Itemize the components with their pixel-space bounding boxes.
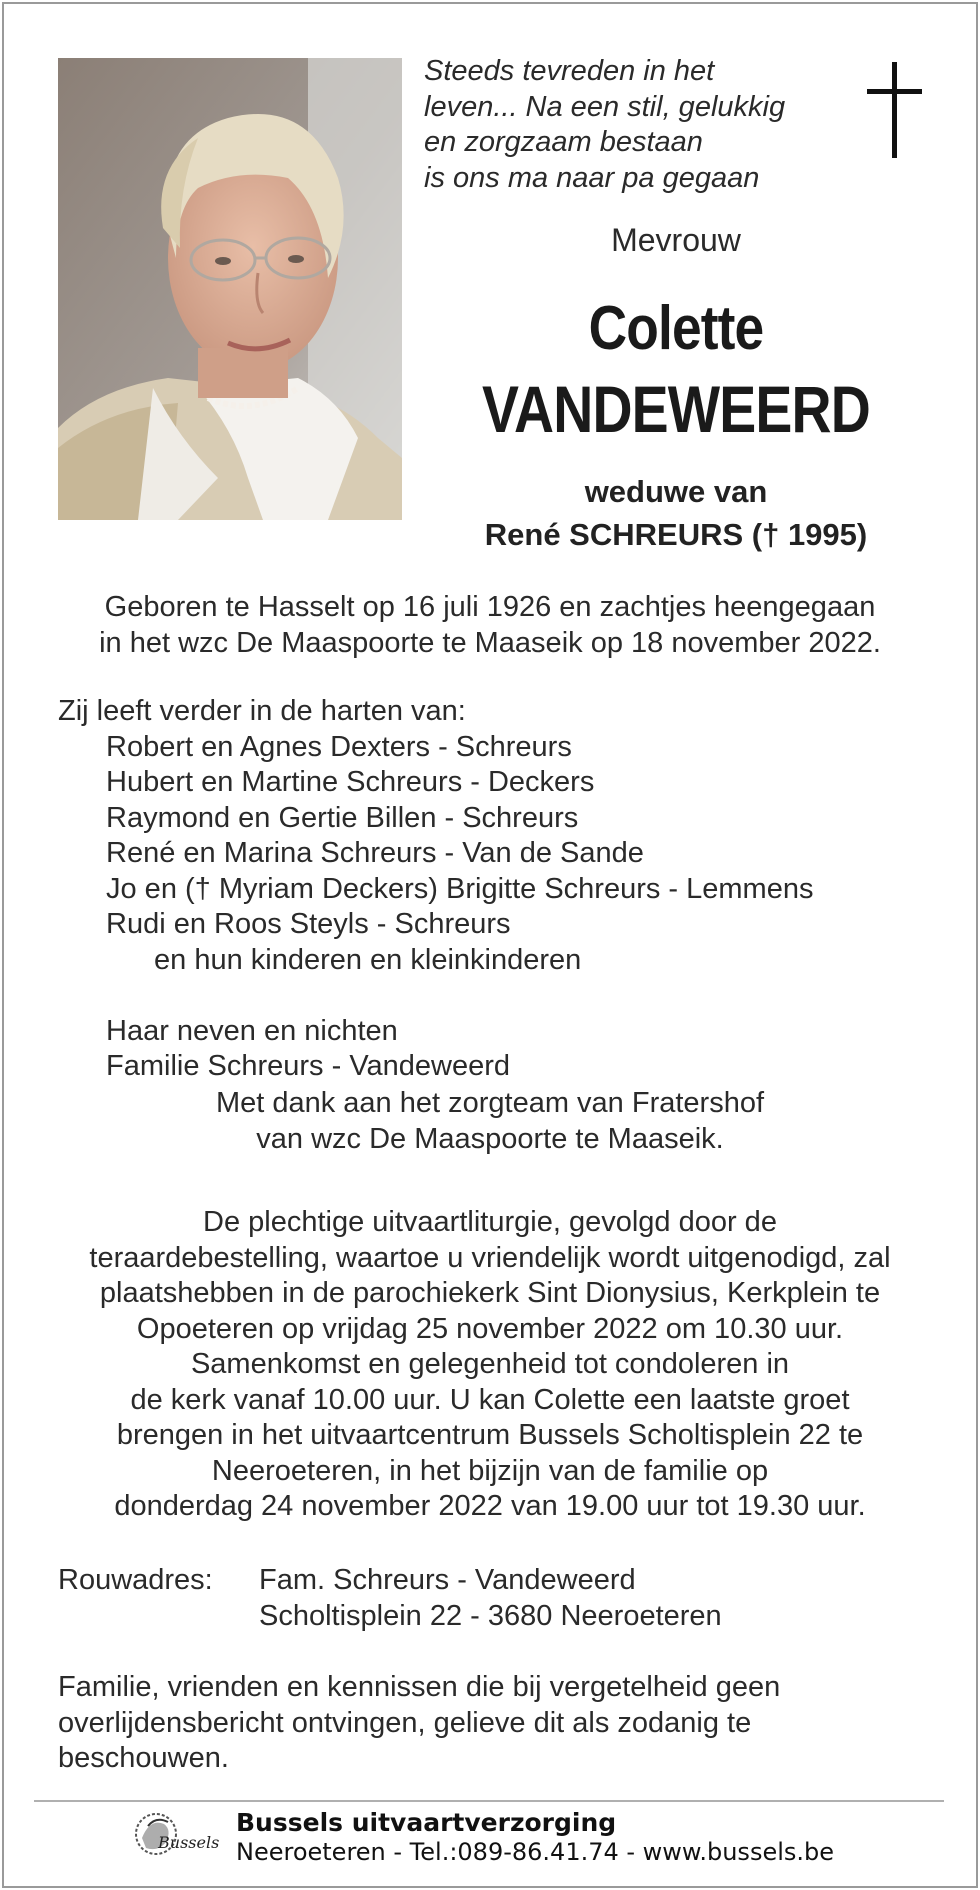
birth-death-info [40, 590, 940, 661]
footer-divider [34, 1800, 944, 1802]
company-contact: Neeroeteren - Tel.:089-86.41.74 - www.bussels.be [236, 1838, 835, 1866]
address-label: Rouwadres: [58, 1564, 213, 1596]
notice-line: overlijdensbericht ontvingen, gelieve dit als zodanig te [58, 1706, 752, 1739]
survivor-item: Rudi en Roos Steyls - Schreurs [106, 908, 511, 940]
spouse-name: René SCHREURS († 1995) [484, 517, 868, 552]
bussels-logo-icon [128, 1808, 224, 1868]
portrait-photo [58, 58, 402, 520]
poem-line: is ons ma naar pa gegaan [424, 161, 760, 194]
deceased-last-name: VANDEWEERD [482, 372, 870, 446]
survivors-intro: Zij leeft verder in de harten van: [58, 695, 466, 727]
notice-text [58, 1670, 908, 1777]
spouse-info [432, 470, 920, 556]
relatives-item: Haar neven en nichten [106, 1014, 398, 1047]
death-line: in het wzc De Maaspoorte te Maaseik op 18 november 2022. [99, 626, 881, 659]
survivors-list [58, 694, 938, 1085]
survivor-item: Robert en Agnes Dexters - Schreurs [106, 730, 572, 763]
thanks-line: van wzc De Maaspoorte te Maaseik. [256, 1122, 724, 1155]
survivor-item: Jo en († Myriam Deckers) Brigitte Schreurs - Lemmens [106, 872, 814, 905]
grandchildren-line: en hun kinderen en kleinkinderen [154, 943, 582, 976]
poem-line: en zorgzaam bestaan [424, 126, 703, 158]
poem-line: leven... Na een stil, gelukkig [424, 90, 786, 123]
relatives-item: Familie Schreurs - Vandeweerd [106, 1050, 511, 1082]
notice-line: Familie, vrienden en kennissen die bij vergetelheid geen [58, 1671, 781, 1703]
address-label-spacer [58, 1599, 259, 1635]
spacer [58, 978, 938, 1014]
survivor-item: René en Marina Schreurs - Van de Sande [106, 837, 644, 869]
ceremony-info [30, 1205, 950, 1525]
deceased-first-name: Colette [588, 294, 764, 363]
svg-text:Bussels: Bussels [158, 1833, 220, 1852]
address-row [58, 1599, 938, 1635]
survivor-item: Hubert en Martine Schreurs - Deckers [106, 766, 595, 798]
ceremony-line: De plechtige uitvaartliturgie, gevolgd door de [203, 1206, 777, 1238]
ceremony-line: Opoeteren op vrijdag 25 november 2022 om 10.30 uur. [136, 1312, 844, 1345]
notice-line: beschouwen. [58, 1742, 229, 1774]
ceremony-line: brengen in het uitvaartcentrum Bussels Scholtisplein 22 te [116, 1419, 864, 1451]
poem [424, 54, 844, 196]
title-mevrouw: Mevrouw [611, 222, 741, 258]
ceremony-line: plaatshebben in de parochiekerk Sint Dionysius, Kerkplein te [99, 1277, 881, 1309]
ceremony-line: Samenkomst en gelegenheid tot condoleren in [190, 1348, 790, 1380]
thanks-line: Met dank aan het zorgteam van Fratershof [215, 1087, 765, 1119]
address-row [58, 1563, 938, 1599]
mourning-address [58, 1563, 938, 1634]
address-line: Fam. Schreurs - Vandeweerd [259, 1564, 636, 1596]
birth-line: Geboren te Hasselt op 16 juli 1926 en zachtjes heengegaan [104, 591, 876, 623]
thanks-note [40, 1086, 940, 1157]
survivor-item: Raymond en Gertie Billen - Schreurs [106, 801, 579, 834]
ceremony-line: donderdag 24 november 2022 van 19.00 uur tot 19.30 uur. [114, 1490, 866, 1522]
poem-line: Steeds tevreden in het [424, 55, 715, 87]
ceremony-line: de kerk vanaf 10.00 uur. U kan Colette een laatste groet [130, 1383, 850, 1416]
cross-icon [864, 58, 924, 162]
company-name: Bussels uitvaartverzorging [236, 1808, 617, 1837]
address-line: Scholtisplein 22 - 3680 Neeroeteren [259, 1599, 722, 1632]
ceremony-line: teraardebestelling, waartoe u vriendelijk wordt uitgenodigd, zal [89, 1241, 891, 1274]
ceremony-line: Neeroeteren, in het bijzijn van de familie op [211, 1454, 769, 1487]
spouse-line: weduwe van [584, 474, 768, 509]
